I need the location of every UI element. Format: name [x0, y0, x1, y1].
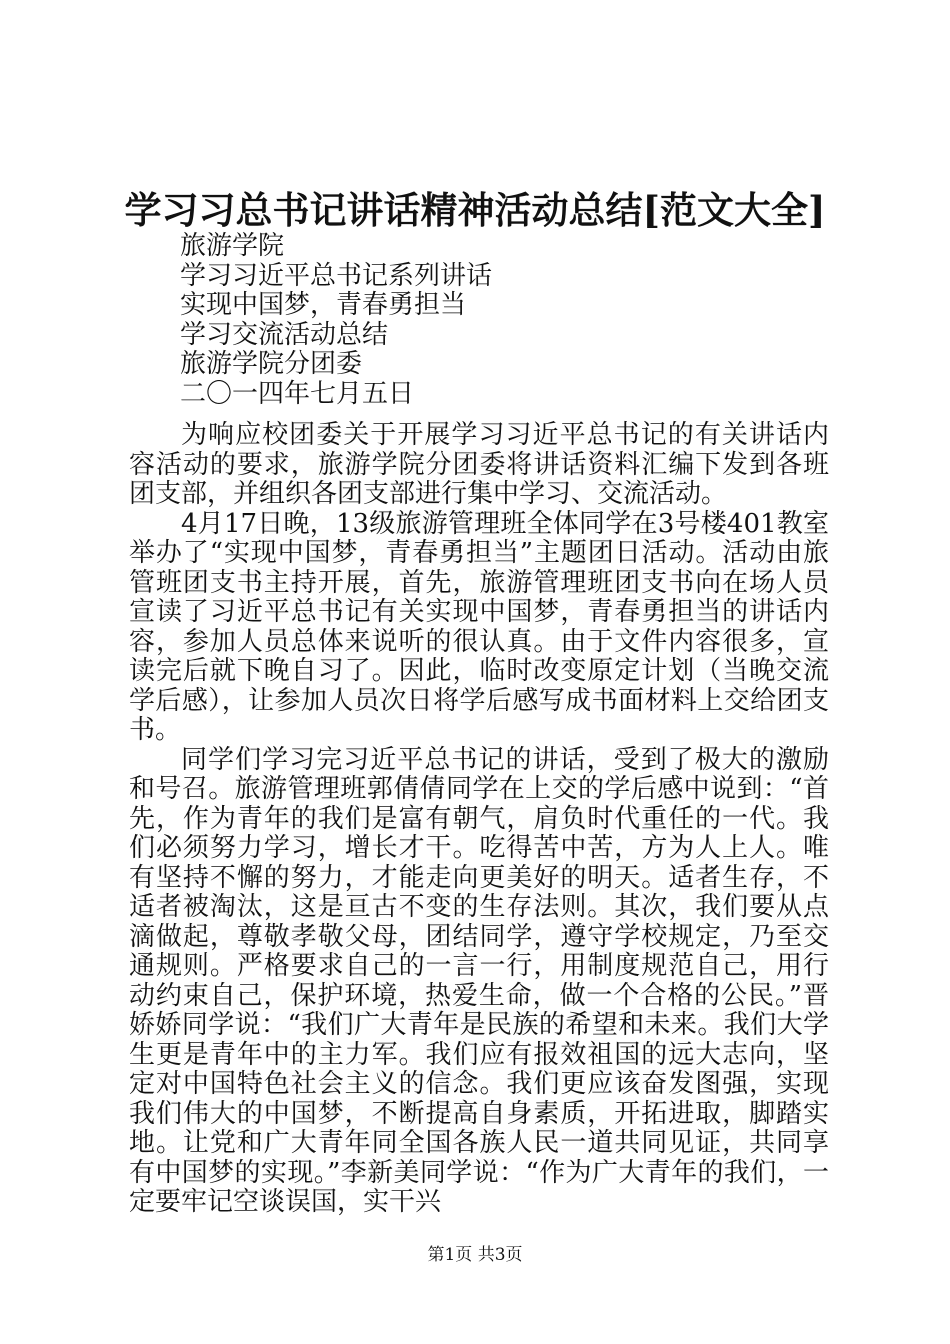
paragraph: 同学们学习完习近平总书记的讲话，受到了极大的激励和号召。旅游管理班郭倩倩同学在上交的学后感中说到：“首先，作为青年的我们是富有朝气，肩负时代重任的一代。我们必须努力学习，增长才干。吃得苦中苦，方为人上人。唯有坚持不懈的努力，才能走向更美好的明天。适者生存，不适者被淘汰，这是亘古不变的生存法则。其次，我们要从点滴做起，尊敬孝敬父母，团结同学，遵守学校规定，乃至交通规则。严格要求自己的一言一行，用制度规范自己，用行动约束自己，保护环境，热爱生命，做一个合格的公民。”晋娇娇同学说：“我们广大青年是民族的希望和未来。我们大学生更是青年中的主力军。我们应有报效祖国的远大志向，坚定对中国特色社会主义的信念。我们更应该奋发图强，实现我们伟大的中国梦，不断提高自身素质，开拓进取，脚踏实地。让党和广大青年同全国各族人民一道共同见证，共同享有中国梦的实现。”李新美同学说：“作为广大青年的我们，一定要牢记空谈误国，实干兴: [129, 744, 829, 1217]
meta-line-subject: 学习习近平总书记系列讲话: [180, 260, 493, 291]
meta-line-faculty: 旅游学院: [180, 231, 285, 261]
meta-line-date: 二〇一四年七月五日: [180, 378, 415, 409]
paragraph: 4月17日晚，13级旅游管理班全体同学在3号楼401教室举办了“实现中国梦，青春勇担当”主题团日活动。活动由旅管班团支书主持开展，首先，旅游管理班团支书向在场人员宣读了习近平总书记有关实现中国梦，青春勇担当的讲话内容，参加人员总体来说听的很认真。由于文件内容很多，宣读完后就下晚自习了。因此，临时改变原定计划（当晚交流学后感），让参加人员次日将学后感写成书面材料上交给团支书。: [129, 508, 829, 745]
page-footer: 第1页 共3页: [427, 1245, 523, 1265]
meta-line-author: 旅游学院分团委: [180, 349, 363, 379]
document-meta: [180, 232, 840, 409]
paragraph: 为响应校团委关于开展学习习近平总书记的有关讲话内容活动的要求，旅游学院分团委将讲话资料汇编下发到各班团支部，并组织各团支部进行集中学习、交流活动。: [129, 420, 829, 509]
meta-line-theme: 实现中国梦，青春勇担当: [180, 290, 467, 320]
document-title: 学习习总书记讲话精神活动总结[范文大全]: [124, 188, 826, 232]
document-body: [129, 421, 829, 1218]
meta-line-doc-type: 学习交流活动总结: [180, 319, 389, 350]
